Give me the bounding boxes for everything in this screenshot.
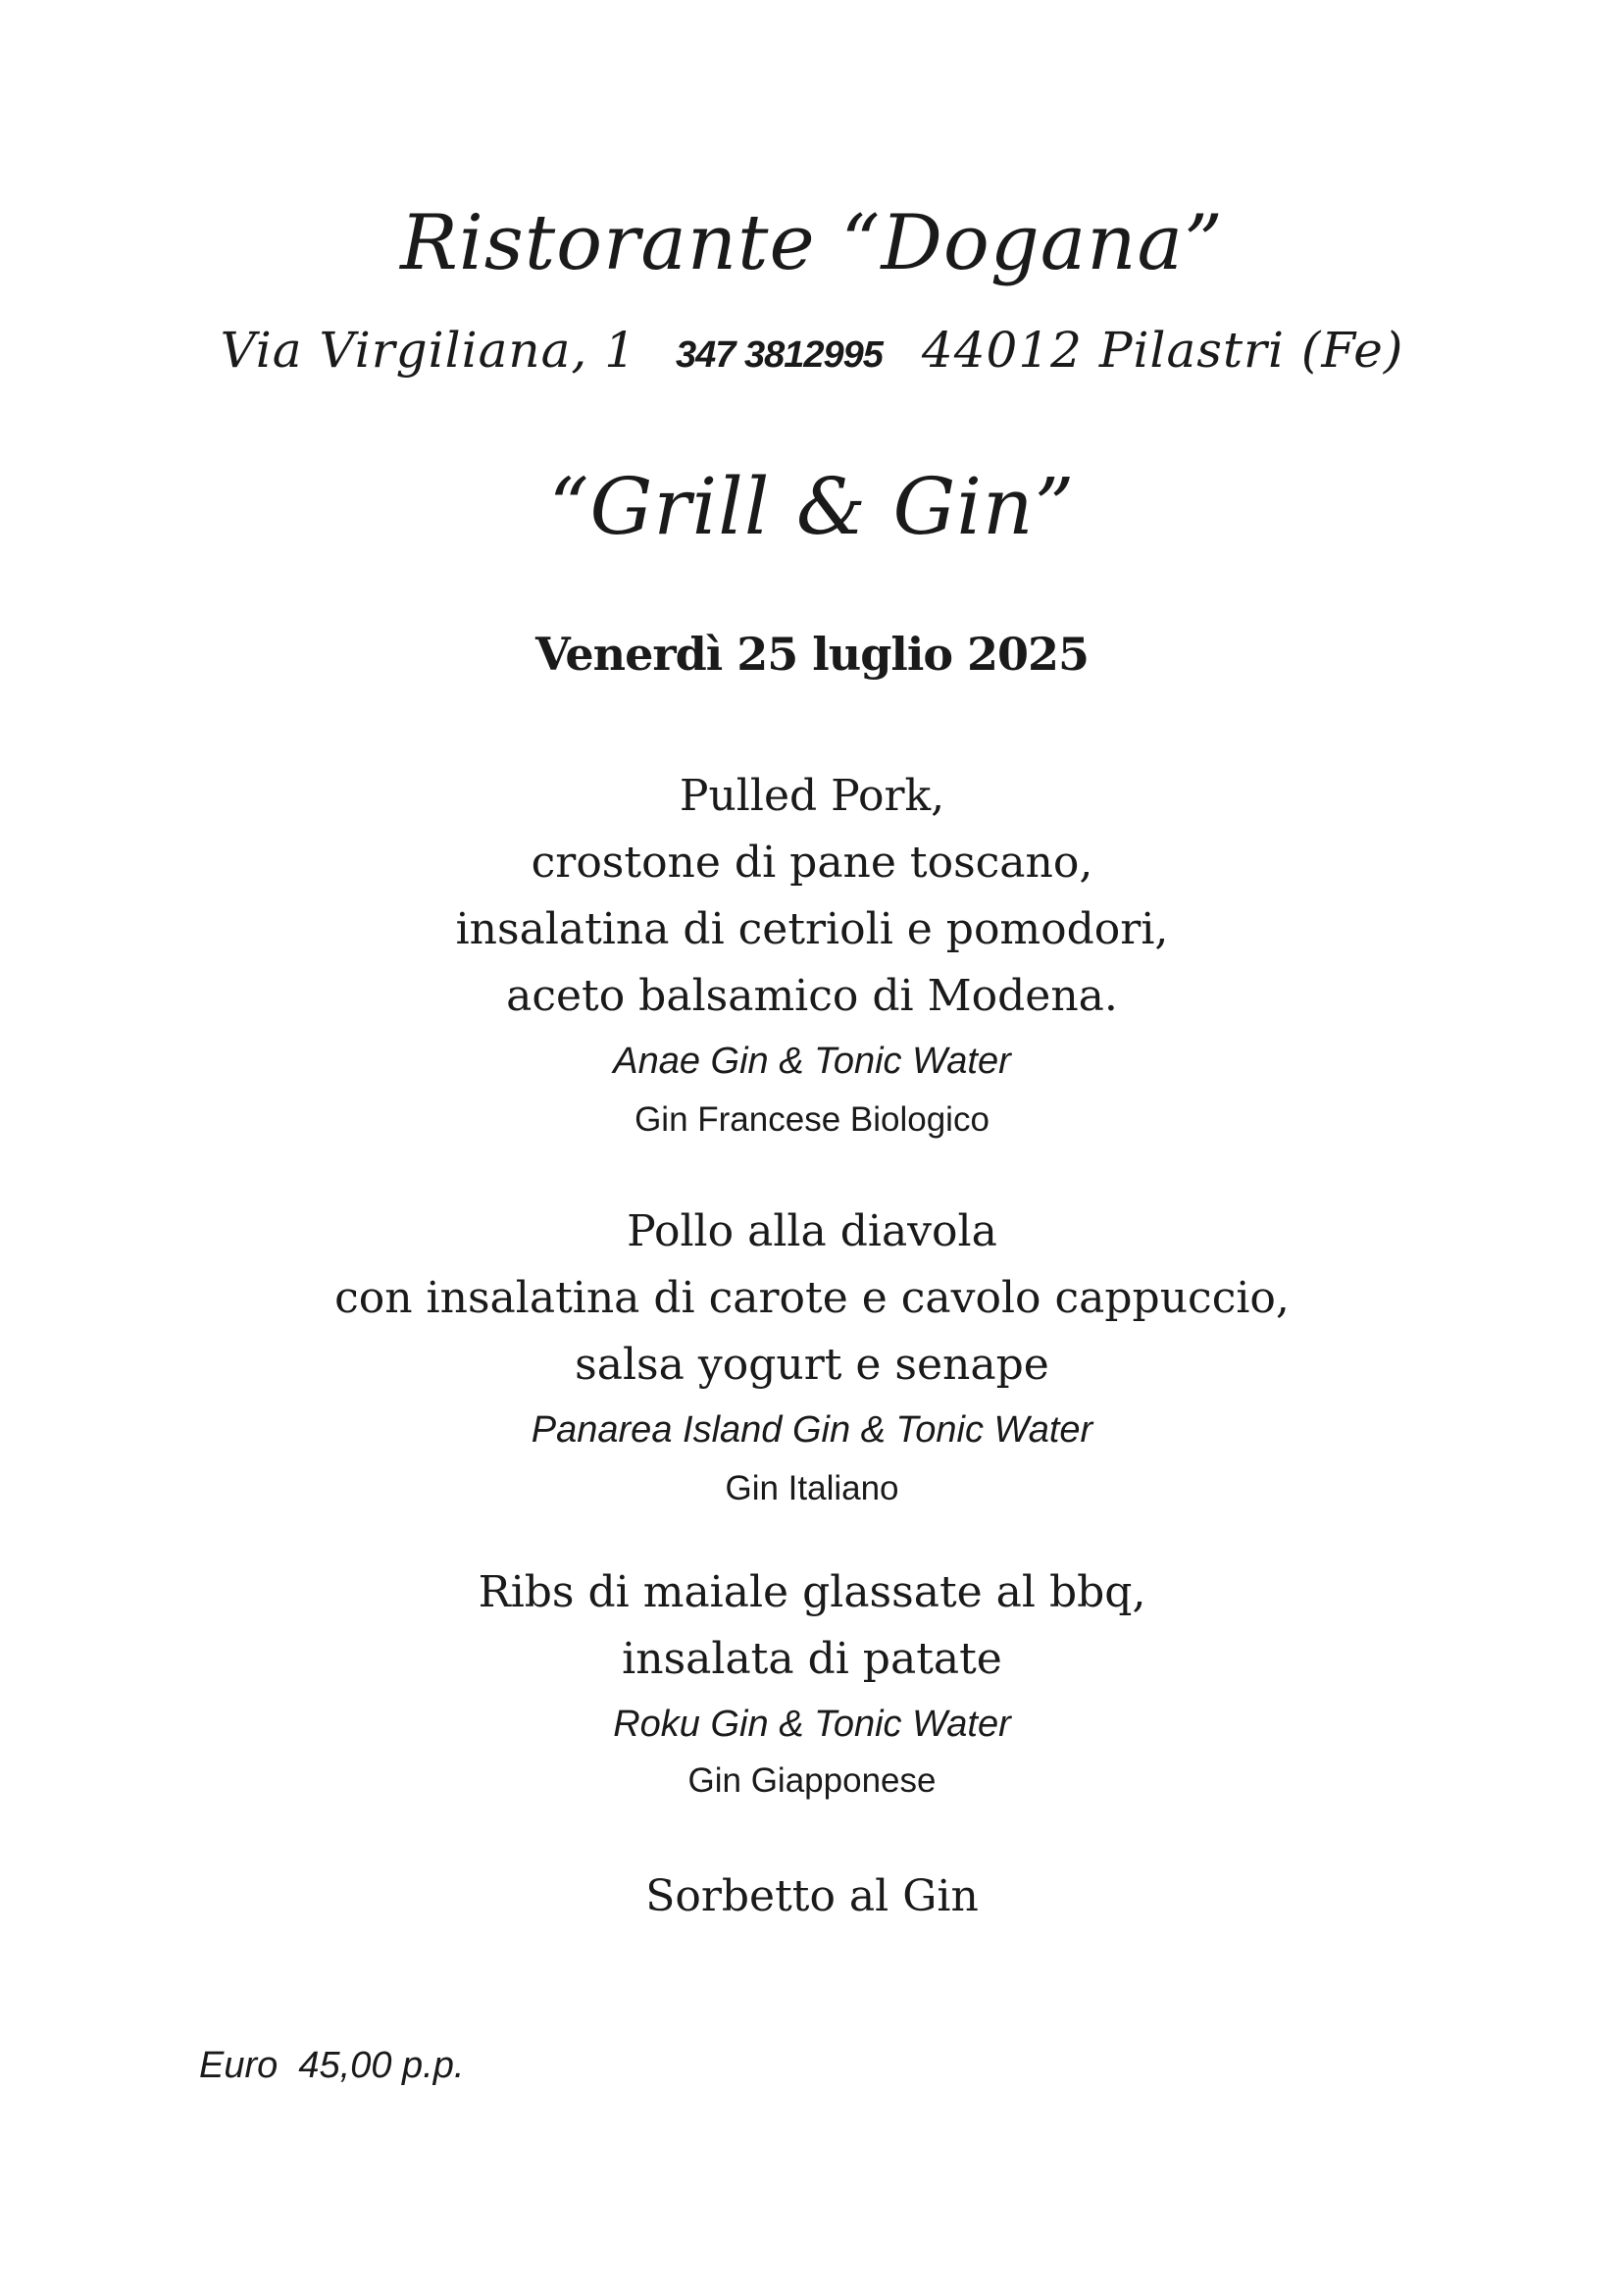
course-2-line-3: salsa yogurt e senape [575,1340,1049,1390]
event-name: “Grill & Gin” [548,461,1076,552]
restaurant-address [0,316,1624,389]
course-2-drink: Panarea Island Gin & Tonic Water [531,1409,1093,1451]
course-3-line-2: insalata di patate [622,1634,1002,1684]
course-1-line-4: aceto balsamico di Modena. [506,971,1118,1021]
course-3-gin-origin: Gin Giapponese [687,1761,937,1800]
course-1-gin-origin: Gin Francese Biologico [634,1100,990,1139]
course-1-drink: Anae Gin & Tonic Water [613,1041,1011,1082]
course-1-line-2: crostone di pane toscano, [531,838,1093,888]
course-2-line-1: Pollo alla diavola [627,1206,997,1256]
event-date: Venerdì 25 luglio 2025 [534,628,1090,681]
address-street: Via Virgiliana, 1 [220,322,637,379]
course-2-gin-origin: Gin Italiano [725,1469,899,1507]
course-2-line-2: con insalatina di carote e cavolo cappuccio, [334,1273,1290,1323]
restaurant-title: Ristorante “Dogana” [400,199,1224,287]
course-1-line-1: Pulled Pork, [679,771,945,821]
course-3-line-1: Ribs di maiale glassate al bbq, [478,1567,1146,1617]
address-city: 44012 Pilastri (Fe) [921,322,1404,379]
price: Euro 45,00 p.p. [199,2045,465,2086]
phone-number: 347 3812995 [676,334,883,376]
course-1-line-3: insalatina di cetrioli e pomodori, [455,904,1169,954]
course-3-drink: Roku Gin & Tonic Water [613,1704,1011,1745]
dessert: Sorbetto al Gin [645,1871,979,1921]
